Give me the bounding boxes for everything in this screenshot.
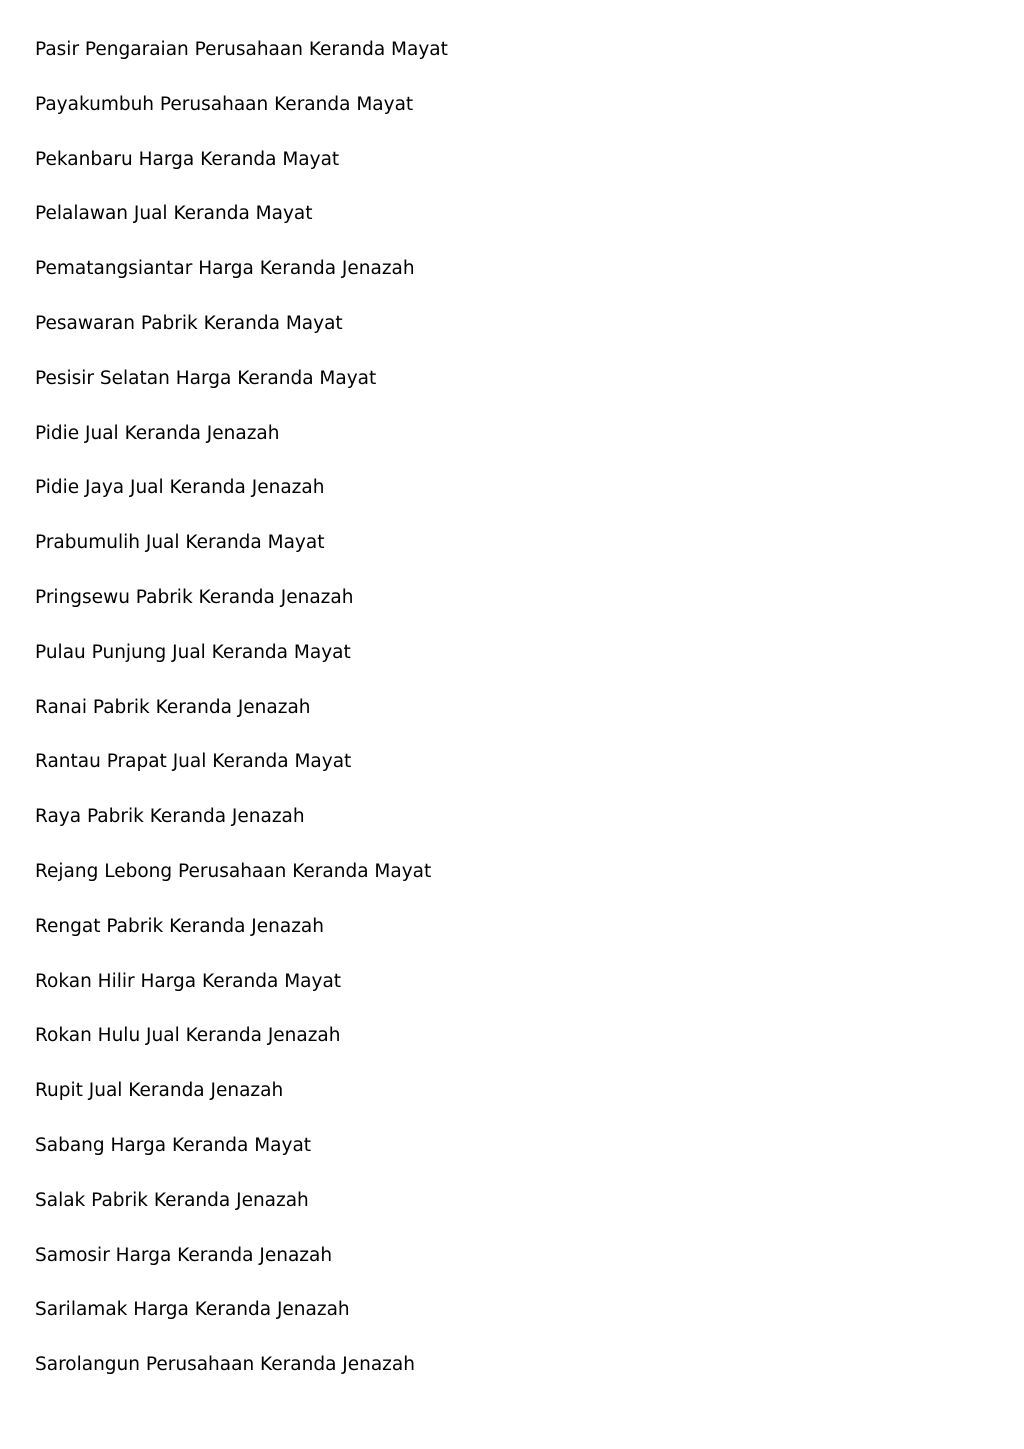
list-item: Pekanbaru Harga Keranda Mayat (35, 148, 340, 170)
list-item: Payakumbuh Perusahaan Keranda Mayat (35, 93, 414, 115)
list-item: Pematangsiantar Harga Keranda Jenazah (35, 258, 415, 280)
list-item: Rokan Hilir Harga Keranda Mayat (35, 970, 342, 992)
list-item: Rantau Prapat Jual Keranda Mayat (35, 751, 352, 773)
list-item: Pidie Jaya Jual Keranda Jenazah (35, 477, 325, 499)
list-item: Prabumulih Jual Keranda Mayat (35, 532, 325, 554)
list-item: Sarilamak Harga Keranda Jenazah (35, 1299, 350, 1321)
list-item: Samosir Harga Keranda Jenazah (35, 1244, 333, 1266)
list-item: Rupit Jual Keranda Jenazah (35, 1080, 284, 1102)
list-item: Ranai Pabrik Keranda Jenazah (35, 696, 311, 718)
list-item: Pulau Punjung Jual Keranda Mayat (35, 641, 351, 663)
document-page (35, 36, 1024, 1406)
list-item: Sarolangun Perusahaan Keranda Jenazah (35, 1354, 415, 1376)
list-item: Rejang Lebong Perusahaan Keranda Mayat (35, 860, 432, 882)
list-item: Pesawaran Pabrik Keranda Mayat (35, 312, 343, 334)
list-item: Pidie Jual Keranda Jenazah (35, 422, 280, 444)
list-item: Raya Pabrik Keranda Jenazah (35, 806, 305, 828)
list-item: Salak Pabrik Keranda Jenazah (35, 1189, 309, 1211)
list-item: Rokan Hulu Jual Keranda Jenazah (35, 1025, 341, 1047)
list-item: Rengat Pabrik Keranda Jenazah (35, 915, 324, 937)
keranda-list (35, 36, 1024, 1406)
list-item: Pringsewu Pabrik Keranda Jenazah (35, 586, 354, 608)
list-item: Sabang Harga Keranda Mayat (35, 1134, 312, 1156)
list-item: Pesisir Selatan Harga Keranda Mayat (35, 367, 377, 389)
list-item: Pelalawan Jual Keranda Mayat (35, 203, 313, 225)
list-item: Pasir Pengaraian Perusahaan Keranda Mayat (35, 39, 448, 60)
